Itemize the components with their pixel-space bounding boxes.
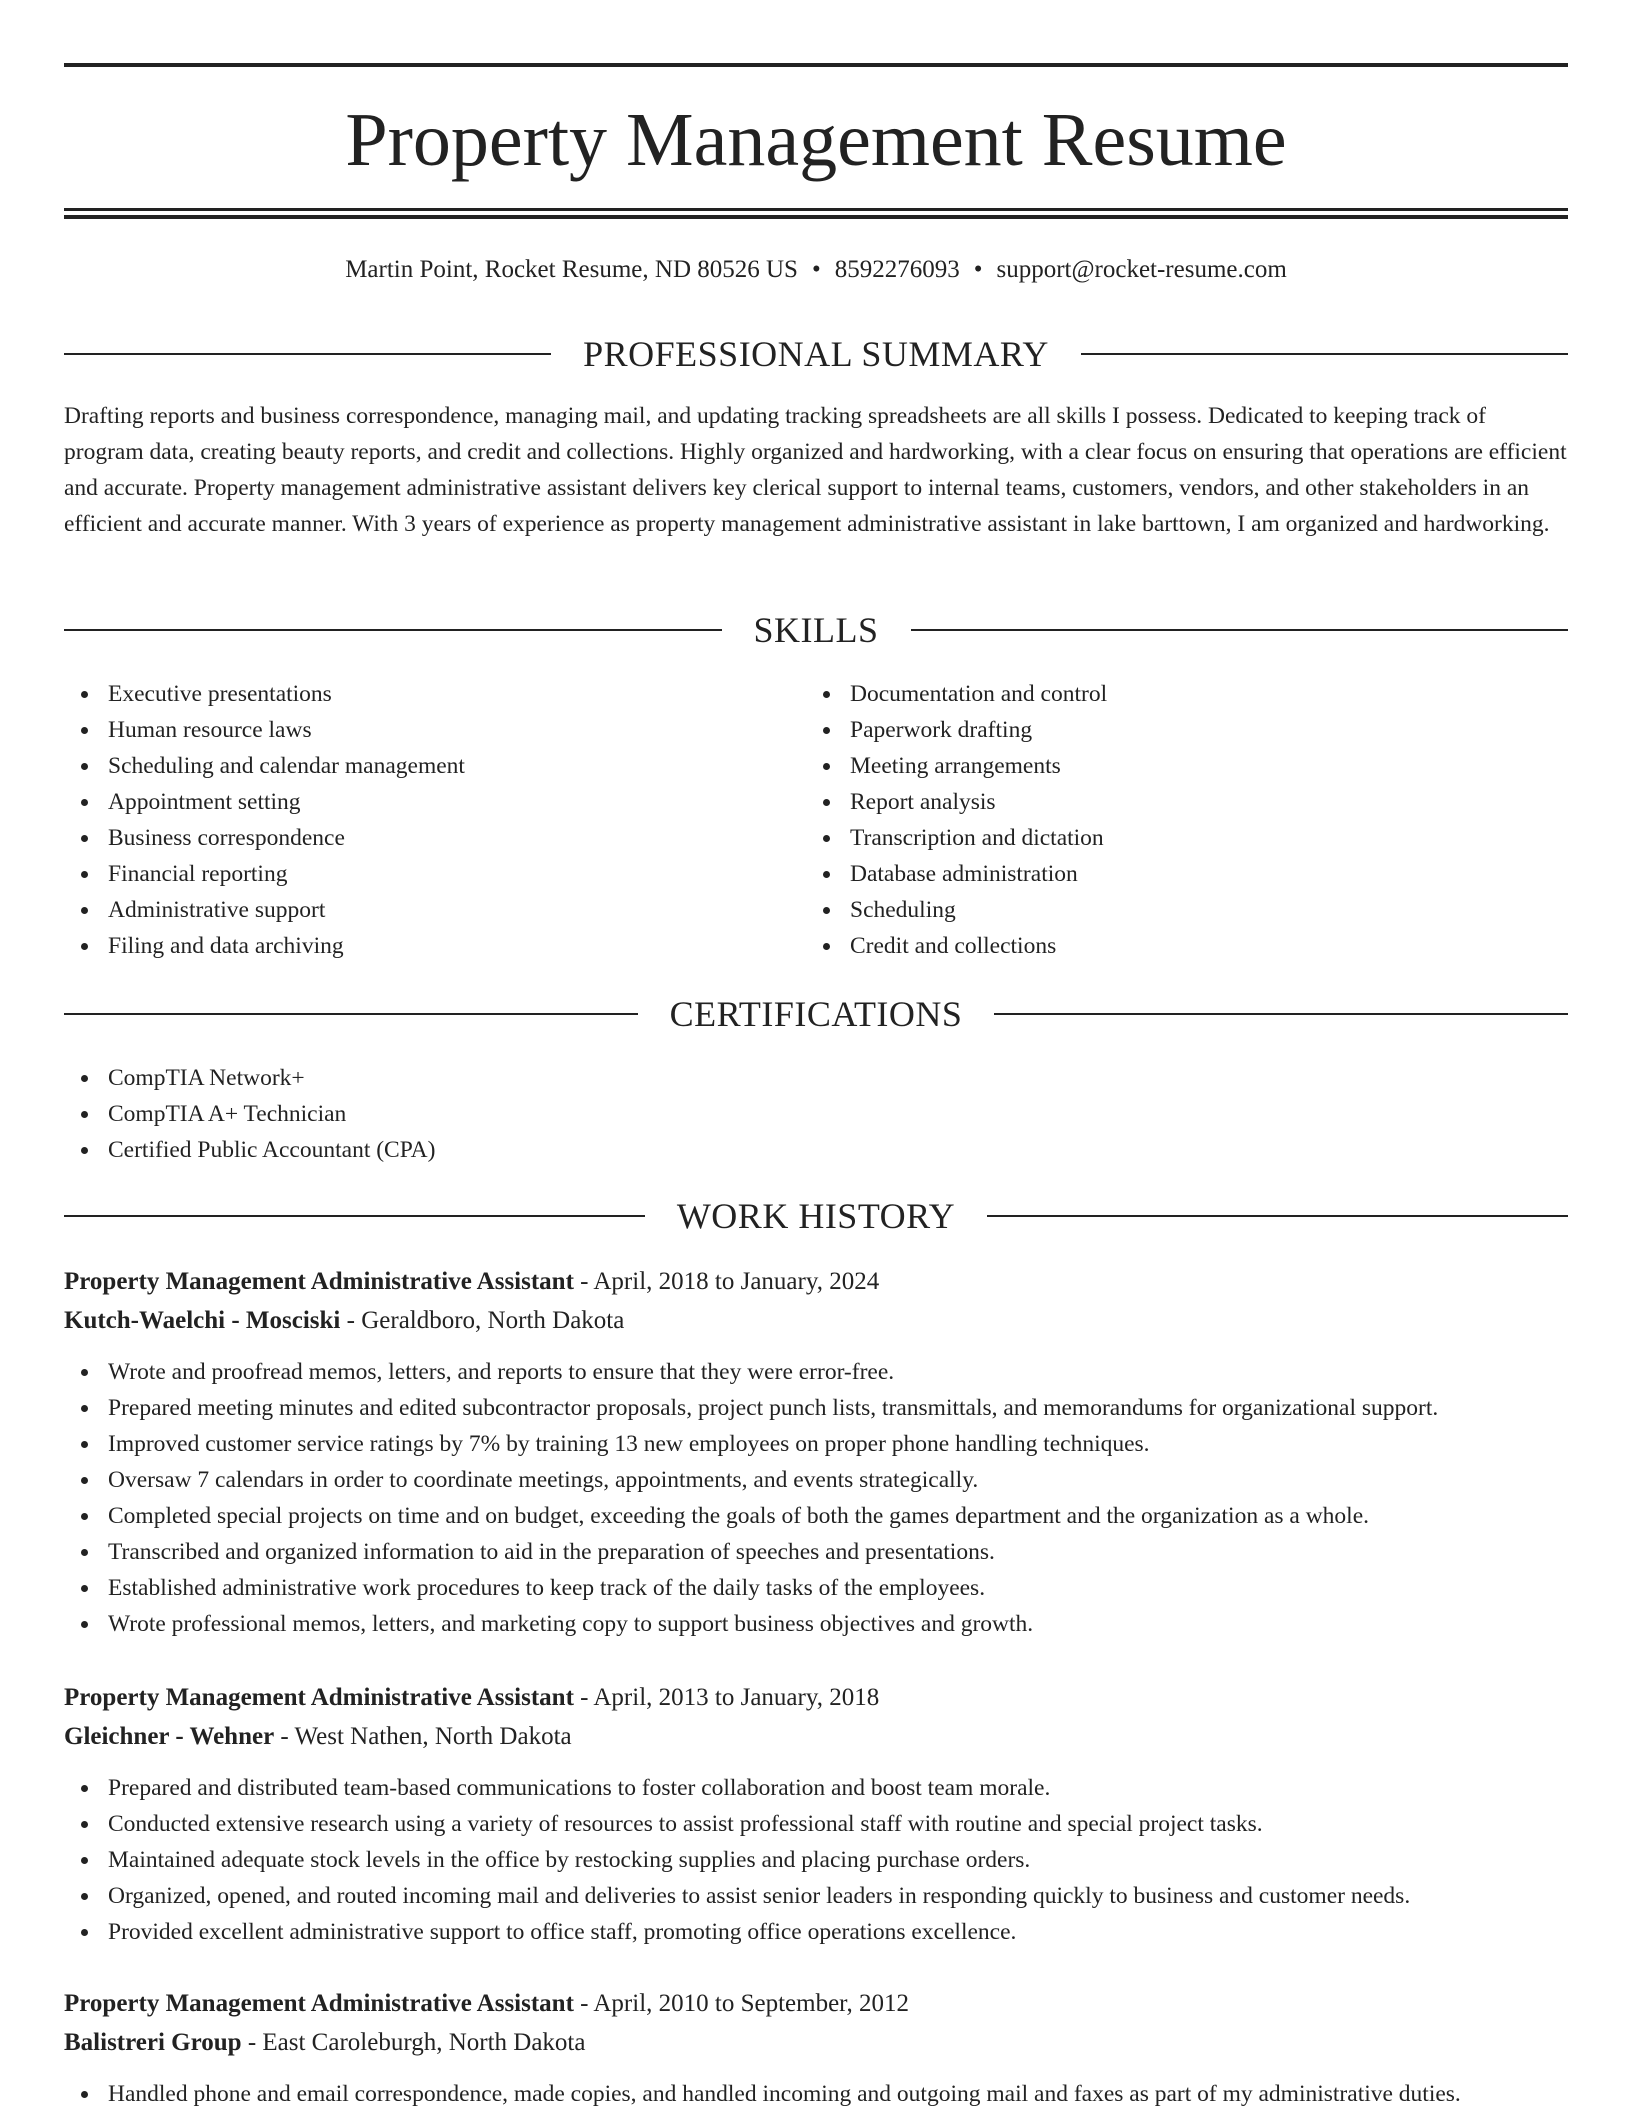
divider xyxy=(64,1013,638,1015)
job-duty-item: Prepared meeting minutes and edited subcontractor proposals, project punch lists, transmittals, and memorandums for organizational support. xyxy=(64,1390,1568,1426)
job-title-line xyxy=(64,1262,1568,1301)
job-duty-item: Organized, opened, and routed incoming mail and deliveries to assist senior leaders in responding quickly to business and customer needs. xyxy=(64,1878,1568,1914)
divider xyxy=(987,1215,1568,1217)
job-company: Balistreri Group xyxy=(64,2029,242,2056)
job-duty-item: Wrote and proofread memos, letters, and reports to ensure that they were error-free. xyxy=(64,1354,1568,1390)
certification-item: Certified Public Accountant (CPA) xyxy=(64,1132,1568,1168)
job-location: - West Nathen, North Dakota xyxy=(274,1723,572,1750)
title-rule-lower xyxy=(64,215,1568,219)
job-dates: - April, 2018 to January, 2024 xyxy=(573,1268,880,1295)
skill-item: Transcription and dictation xyxy=(806,820,1566,856)
job-entry xyxy=(64,1678,1568,1950)
job-duty-item: Provided excellent administrative support to office staff, promoting office operations excellence. xyxy=(64,1914,1568,1950)
job-title: Property Management Administrative Assistant xyxy=(64,1990,574,2017)
skill-item: Appointment setting xyxy=(64,784,804,820)
contact-phone: 8592276093 xyxy=(834,256,960,283)
job-duty-item: Established administrative work procedures to keep track of the daily tasks of the employees. xyxy=(64,1570,1568,1606)
divider xyxy=(1081,353,1568,355)
section-heading-work-history xyxy=(64,1194,1568,1238)
section-title: PROFESSIONAL SUMMARY xyxy=(583,334,1049,374)
section-title: WORK HISTORY xyxy=(676,1196,956,1236)
skill-item: Financial reporting xyxy=(64,856,804,892)
skill-item: Scheduling and calendar management xyxy=(64,748,804,784)
skill-item: Scheduling xyxy=(806,892,1566,928)
skill-item: Executive presentations xyxy=(64,676,804,712)
skill-item: Credit and collections xyxy=(806,928,1566,964)
skill-item: Human resource laws xyxy=(64,712,804,748)
summary-text: Drafting reports and business correspondence, managing mail, and updating tracking spreadsheets are all skills I possess. Dedicated to keeping track of program data, creating beauty reports, and credit and collections. Highly organized and hardworking, with a clear focus on ensuring that operations are efficient and accurate. Property management administrative assistant delivers key clerical support to internal teams, customers, vendors, and other stakeholders in an efficient and accurate manner. With 3 years of experience as property management administrative assistant in lake barttown, I am organized and hardworking. xyxy=(64,403,1567,537)
section-heading-skills xyxy=(64,608,1568,652)
job-duty-item: Conducted extensive research using a variety of resources to assist professional staff with routine and special project tasks. xyxy=(64,1806,1568,1842)
skill-item: Filing and data archiving xyxy=(64,928,804,964)
job-title-line xyxy=(64,1984,1568,2023)
contact-address: Martin Point, Rocket Resume, ND 80526 US xyxy=(345,256,798,283)
job-duty-item: Maintained adequate stock levels in the office by restocking supplies and placing purchase orders. xyxy=(64,1842,1568,1878)
job-duties-list xyxy=(64,1354,1568,1642)
divider xyxy=(64,629,722,631)
job-title: Property Management Administrative Assistant xyxy=(64,1684,574,1711)
contact-separator: • xyxy=(811,256,821,283)
job-company-line xyxy=(64,2023,1568,2062)
job-duty-item: Prepared and distributed team-based communications to foster collaboration and boost team morale. xyxy=(64,1770,1568,1806)
skill-item: Documentation and control xyxy=(806,676,1566,712)
skills-list-left xyxy=(64,676,804,964)
job-duty-item: Handled phone and email correspondence, made copies, and handled incoming and outgoing mail and faxes as part of my administrative duties. xyxy=(64,2076,1568,2112)
job-duties-list xyxy=(64,2076,1568,2112)
job-entry xyxy=(64,1984,1568,2112)
skill-item: Business correspondence xyxy=(64,820,804,856)
job-entry xyxy=(64,1262,1568,1642)
certification-item: CompTIA A+ Technician xyxy=(64,1096,1568,1132)
contact-email[interactable]: support@rocket-resume.com xyxy=(996,256,1287,283)
job-title: Property Management Administrative Assistant xyxy=(64,1268,574,1295)
divider xyxy=(911,629,1569,631)
job-duties-list xyxy=(64,1770,1568,1950)
job-duty-item: Completed special projects on time and on budget, exceeding the goals of both the games department and the organization as a whole. xyxy=(64,1498,1568,1534)
divider xyxy=(64,353,551,355)
skill-item: Paperwork drafting xyxy=(806,712,1566,748)
contact-line xyxy=(64,252,1568,288)
skills-list-right xyxy=(806,676,1566,964)
divider xyxy=(994,1013,1568,1015)
job-company: Gleichner - Wehner xyxy=(64,1723,275,1750)
job-company-line xyxy=(64,1301,1568,1340)
job-dates: - April, 2013 to January, 2018 xyxy=(573,1684,880,1711)
divider xyxy=(64,1215,645,1217)
section-title: CERTIFICATIONS xyxy=(669,994,963,1034)
section-heading-certifications xyxy=(64,992,1568,1036)
contact-separator: • xyxy=(973,256,983,283)
certifications-list xyxy=(64,1060,1568,1168)
certification-item: CompTIA Network+ xyxy=(64,1060,1568,1096)
job-company: Kutch-Waelchi - Mosciski xyxy=(64,1307,341,1334)
resume-title: Property Management Resume xyxy=(345,98,1287,182)
top-rule xyxy=(64,63,1568,67)
job-location: - East Caroleburgh, North Dakota xyxy=(241,2029,586,2056)
skill-item: Report analysis xyxy=(806,784,1566,820)
job-company-line xyxy=(64,1717,1568,1756)
job-duty-item: Wrote professional memos, letters, and marketing copy to support business objectives and growth. xyxy=(64,1606,1568,1642)
section-heading-summary xyxy=(64,332,1568,376)
job-duty-item: Transcribed and organized information to aid in the preparation of speeches and presentations. xyxy=(64,1534,1568,1570)
job-duty-item: Oversaw 7 calendars in order to coordinate meetings, appointments, and events strategically. xyxy=(64,1462,1568,1498)
skill-item: Meeting arrangements xyxy=(806,748,1566,784)
job-title-line xyxy=(64,1678,1568,1717)
skill-item: Administrative support xyxy=(64,892,804,928)
skill-item: Database administration xyxy=(806,856,1566,892)
job-dates: - April, 2010 to September, 2012 xyxy=(573,1990,909,2017)
job-location: - Geraldboro, North Dakota xyxy=(340,1307,625,1334)
title-rule-upper xyxy=(64,208,1568,211)
section-title: SKILLS xyxy=(753,610,879,650)
job-duty-item: Improved customer service ratings by 7% by training 13 new employees on proper phone handling techniques. xyxy=(64,1426,1568,1462)
